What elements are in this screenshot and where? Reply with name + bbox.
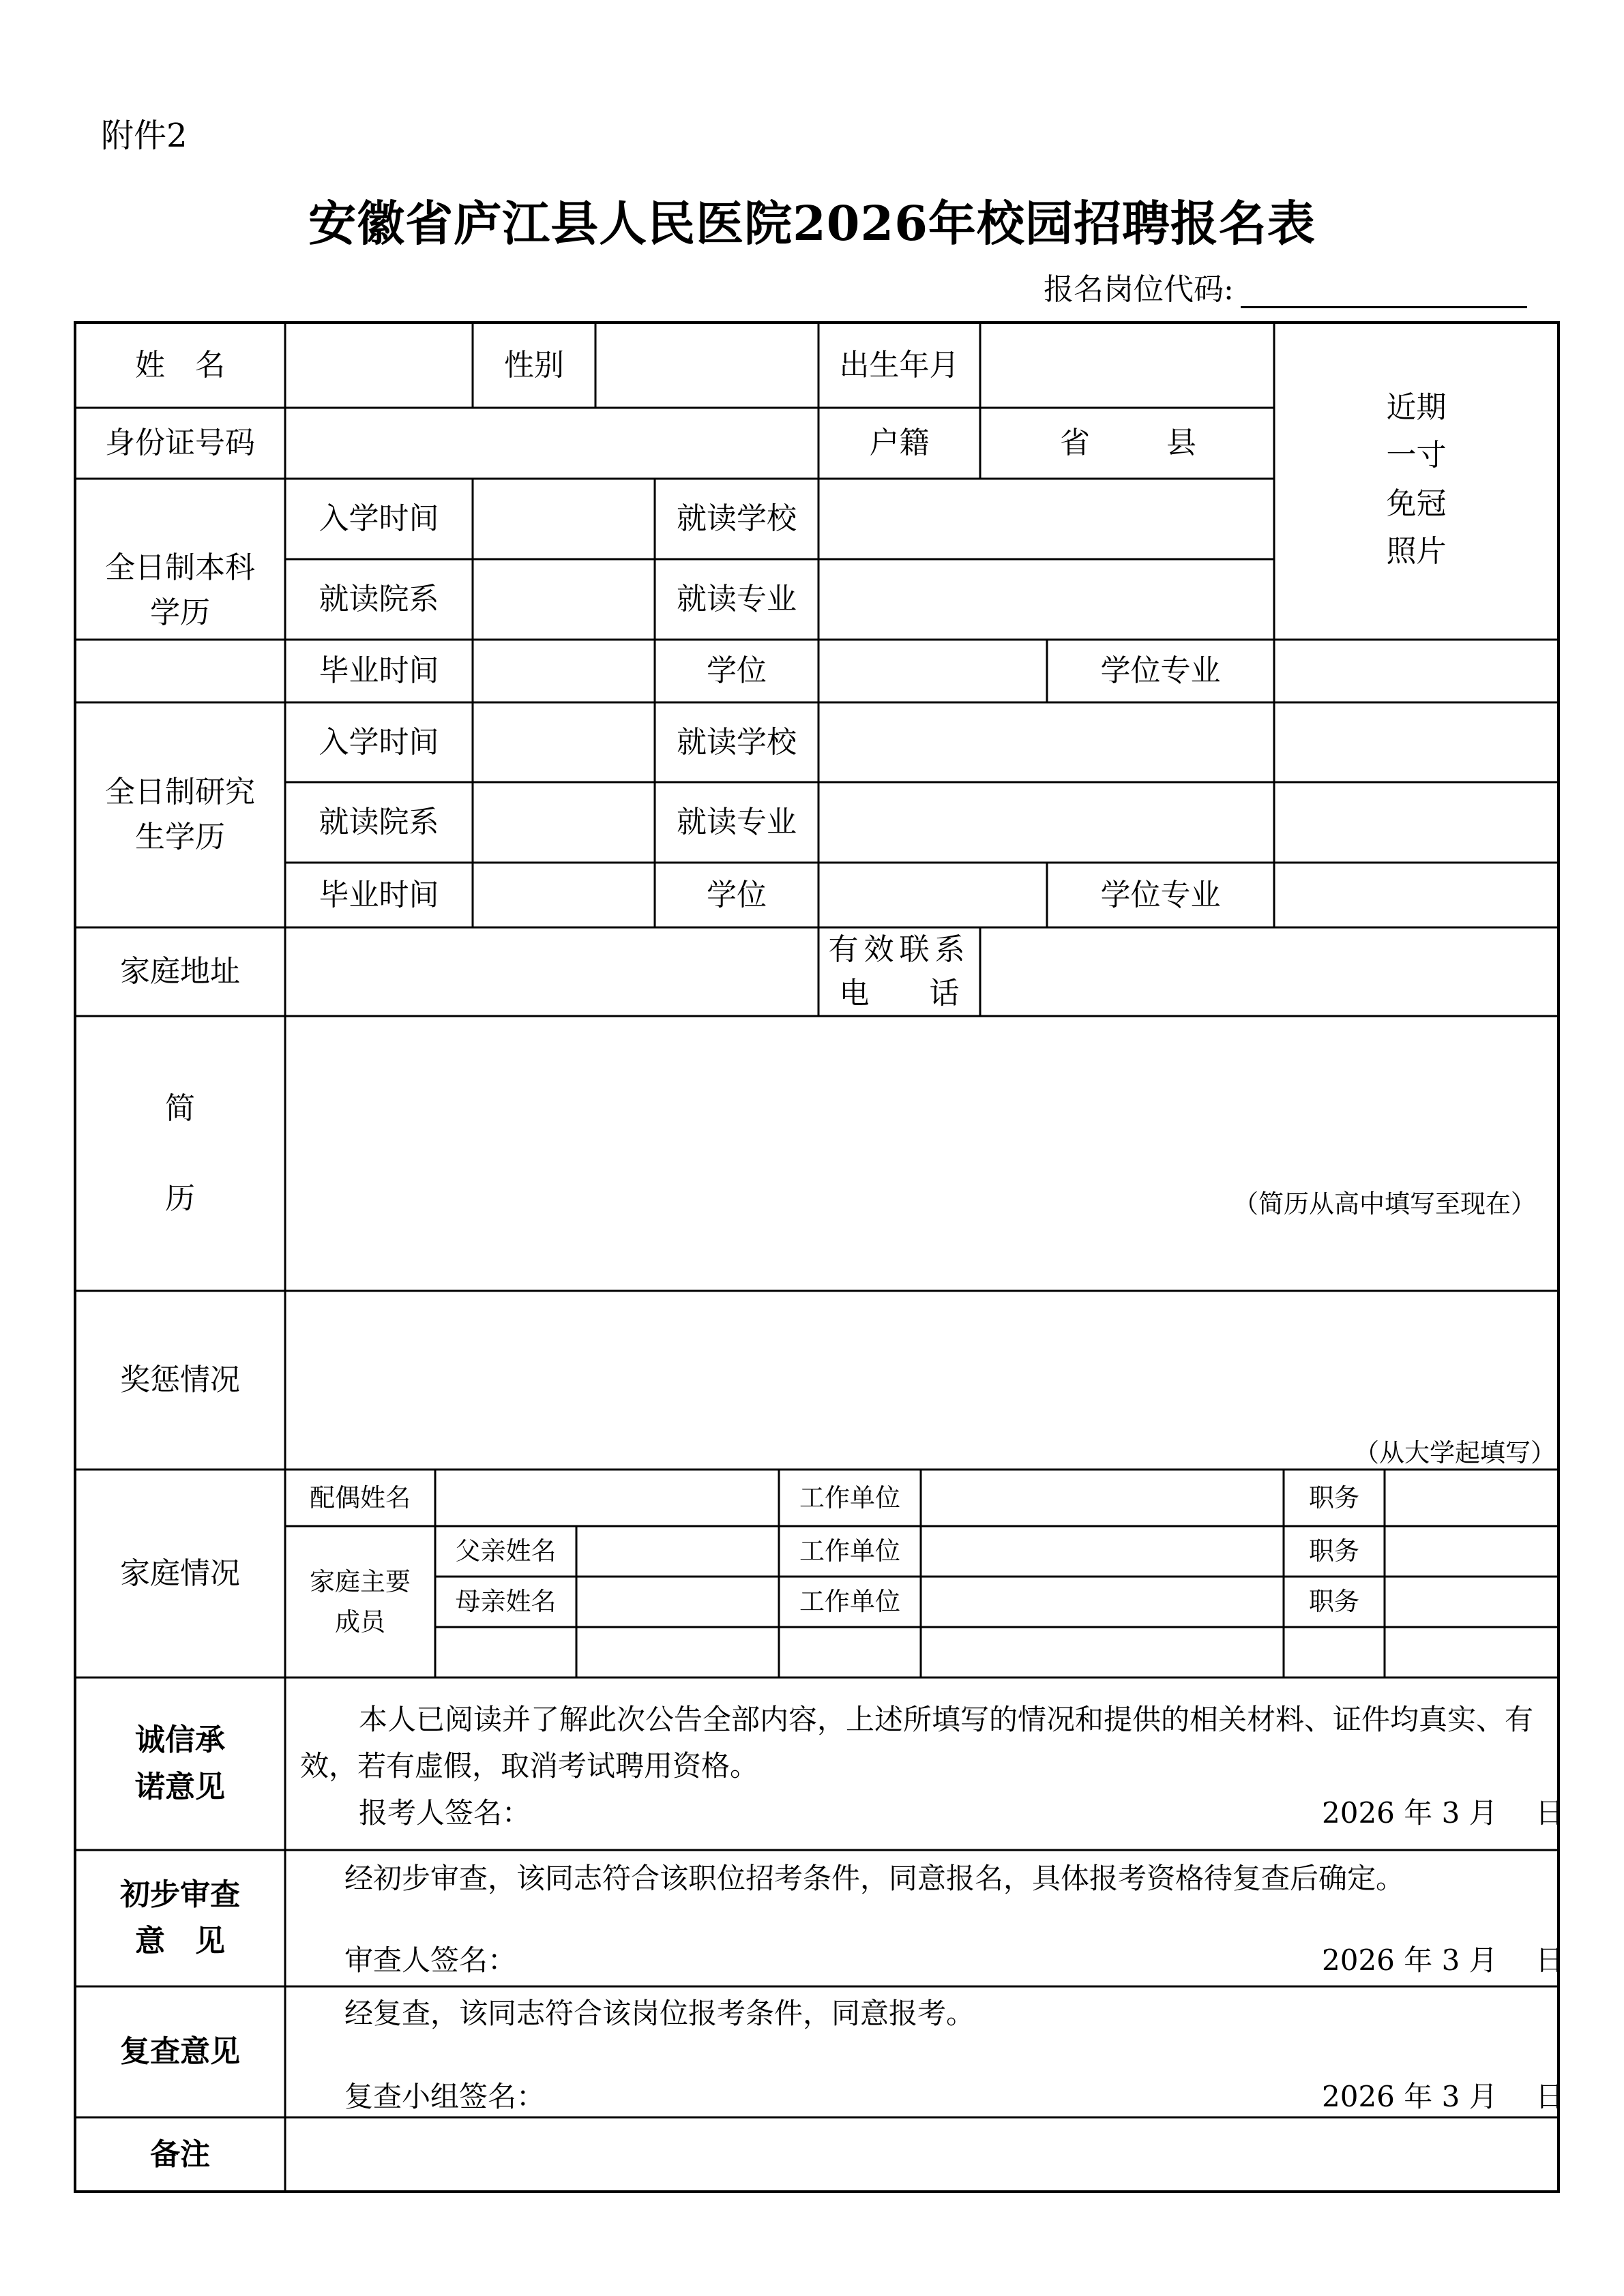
ug-dept-label: 就读院系: [319, 582, 439, 616]
grad-section-label: [75, 702, 285, 927]
position-code-row: [1044, 265, 1527, 308]
undergrad-label-line2: 学历: [150, 595, 210, 630]
gr-grad-label: 毕业时间: [319, 877, 439, 912]
integrity-statement: 本人已阅读并了解此次公告全部内容，上述所填写的情况和提供的相关材料、证件均真实、有效，若有虚假，取消考试聘用资格。: [300, 1703, 1534, 1783]
gr-degree-major-field[interactable]: [1274, 863, 1559, 927]
gr-enroll-label: 入学时间: [319, 724, 439, 760]
gr-dept-field[interactable]: [473, 782, 655, 863]
undergrad-label-line1: 全日制本科: [105, 550, 255, 585]
remarks-field[interactable]: [285, 2117, 1559, 2192]
resume-label: [75, 1016, 285, 1291]
spouse-name-label: 配偶姓名: [310, 1482, 411, 1512]
recheck-label: 复查意见: [120, 2034, 240, 2069]
mother-duty-field[interactable]: [1385, 1577, 1559, 1627]
undergrad-section-label: [75, 479, 285, 702]
ug-enroll-field[interactable]: [473, 479, 655, 559]
ug-school-field[interactable]: [818, 479, 1274, 559]
mother-name-label: 母亲姓名: [455, 1587, 557, 1617]
spouse-work-label: 工作单位: [799, 1482, 900, 1512]
integrity-label-line2: 诺意见: [135, 1769, 225, 1804]
father-work-label: 工作单位: [799, 1536, 900, 1566]
initial-review-label-line1: 初步审查: [120, 1877, 240, 1912]
gender-label: 性别: [504, 347, 564, 383]
huji-field[interactable]: [980, 408, 1274, 479]
family-members-label: [285, 1526, 435, 1678]
ug-school-label: 就读学校: [677, 501, 797, 536]
address-field[interactable]: [285, 927, 818, 1016]
integrity-label: [75, 1678, 285, 1850]
huji-label: 户籍: [869, 426, 930, 460]
gr-major-field[interactable]: [818, 782, 1559, 863]
spouse-duty-field[interactable]: [1385, 1470, 1559, 1526]
position-code-field[interactable]: [1241, 275, 1527, 308]
father-name-field[interactable]: [576, 1526, 779, 1577]
awards-label: 奖惩情况: [120, 1362, 240, 1397]
attachment-label: 附件2: [101, 117, 188, 155]
initial-review-label: [75, 1850, 285, 1986]
family-label: 家庭情况: [120, 1555, 240, 1591]
ug-degree-major-field[interactable]: [1274, 640, 1559, 702]
ug-degree-major-label: 学位专业: [1100, 653, 1221, 688]
other-member-work-field[interactable]: [921, 1627, 1284, 1678]
county-label: 县: [1166, 426, 1196, 460]
initial-review-sign-label: 审查人签名：: [344, 1943, 517, 1977]
resume-field[interactable]: [285, 1016, 1559, 1291]
remarks-label: 备注: [150, 2136, 210, 2172]
gr-enroll-field[interactable]: [473, 702, 655, 782]
address-label: 家庭地址: [120, 954, 240, 989]
photo-line-4: 照片: [1386, 534, 1447, 569]
mother-duty-label: 职务: [1309, 1587, 1359, 1617]
initial-review-text: 经初步审查，该同志符合该职位招考条件，同意报名，具体报考资格待复查后确定。: [344, 1862, 1405, 1895]
name-label: 姓 名: [135, 347, 225, 383]
family-members-line2: 成员: [335, 1607, 385, 1637]
recheck-sign-label: 复查小组签名：: [344, 2080, 546, 2113]
phone-label: [818, 927, 980, 1016]
father-name-label: 父亲姓名: [455, 1536, 557, 1566]
father-work-field[interactable]: [921, 1526, 1284, 1577]
position-code-label: 报名岗位代码:: [1044, 272, 1234, 307]
mother-work-field[interactable]: [921, 1577, 1284, 1627]
id-field[interactable]: [285, 408, 818, 479]
phone-label-line1: 有效联系: [828, 932, 971, 968]
integrity-date: 2026 年 3 月 日: [1322, 1796, 1565, 1830]
spouse-duty-label: 职务: [1309, 1482, 1359, 1512]
awards-note: （从大学起填写）: [1354, 1438, 1556, 1467]
recheck-text: 经复查，该同志符合该岗位报考条件，同意报考。: [344, 1997, 975, 2030]
recheck-date: 2026 年 3 月 日: [1322, 2080, 1565, 2113]
gr-degree-field[interactable]: [818, 863, 1047, 927]
grad-label-line1: 全日制研究: [105, 775, 255, 809]
name-field[interactable]: [285, 323, 473, 408]
gr-grad-field[interactable]: [473, 863, 655, 927]
ug-degree-field[interactable]: [818, 640, 1047, 702]
photo-line-2: 一寸: [1386, 438, 1447, 473]
father-duty-field[interactable]: [1385, 1526, 1559, 1577]
initial-review-label-line2: 意 见: [135, 1924, 225, 1958]
integrity-sign-label: 报考人签名：: [359, 1796, 531, 1830]
other-member-duty-field[interactable]: [1385, 1627, 1559, 1678]
photo-box[interactable]: [1274, 323, 1559, 640]
gr-school-label: 就读学校: [677, 724, 797, 760]
other-member-duty-label-field[interactable]: [1284, 1627, 1385, 1678]
gr-degree-label: 学位: [707, 877, 767, 912]
phone-label-line2: 电 话: [839, 976, 960, 1011]
gr-major-label: 就读专业: [677, 805, 797, 839]
mother-work-label: 工作单位: [799, 1587, 900, 1617]
resume-note: （简历从高中填写至现在）: [1233, 1189, 1536, 1219]
birth-field[interactable]: [980, 323, 1274, 408]
integrity-label-line1: 诚信承: [135, 1723, 225, 1758]
ug-grad-label: 毕业时间: [319, 653, 439, 688]
spouse-name-field[interactable]: [435, 1470, 779, 1526]
other-member-work-label-field[interactable]: [779, 1627, 921, 1678]
father-duty-label: 职务: [1309, 1536, 1359, 1566]
province-label: 省: [1060, 426, 1090, 460]
gender-field[interactable]: [595, 323, 818, 408]
other-member-relation-field[interactable]: [435, 1627, 576, 1678]
form-title: 安徽省庐江县人民医院2026年校园招聘报名表: [308, 195, 1316, 252]
resume-label-line2: 历: [165, 1180, 195, 1216]
mother-name-field[interactable]: [576, 1577, 779, 1627]
spouse-work-field[interactable]: [921, 1470, 1284, 1526]
family-members-line1: 家庭主要: [310, 1566, 411, 1596]
ug-degree-label: 学位: [707, 653, 767, 688]
other-member-name-field[interactable]: [576, 1627, 779, 1678]
ug-enroll-label: 入学时间: [319, 501, 439, 536]
photo-line-3: 免冠: [1386, 486, 1447, 521]
birth-label: 出生年月: [839, 347, 960, 383]
grad-label-line2: 生学历: [135, 820, 225, 854]
gr-school-field[interactable]: [818, 702, 1559, 782]
gr-degree-major-label: 学位专业: [1100, 877, 1221, 912]
ug-major-label: 就读专业: [677, 582, 797, 616]
id-label: 身份证号码: [105, 426, 255, 460]
gr-dept-label: 就读院系: [319, 805, 439, 839]
ug-major-field[interactable]: [818, 559, 1274, 640]
initial-review-date: 2026 年 3 月 日: [1322, 1943, 1565, 1977]
resume-label-line1: 简: [165, 1090, 195, 1126]
photo-line-1: 近期: [1386, 390, 1447, 425]
phone-field[interactable]: [980, 927, 1559, 1016]
ug-grad-field[interactable]: [473, 640, 655, 702]
ug-dept-field[interactable]: [473, 559, 655, 640]
